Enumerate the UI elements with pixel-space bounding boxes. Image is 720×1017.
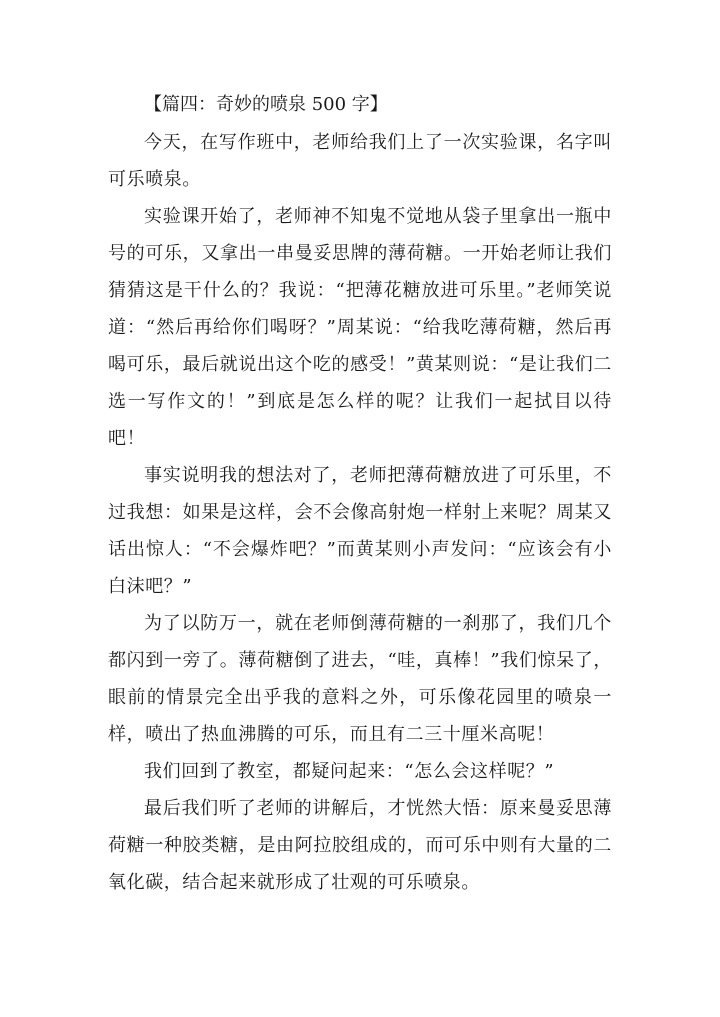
paragraph-1: 今天，在写作班中，老师给我们上了一次实验课，名字叫可乐喷泉。 [108,132,612,190]
paragraph-4: 为了以防万一，就在老师倒薄荷糖的一刹那了，我们几个都闪到一旁了。薄荷糖倒了进去，“哇，真棒！”我们惊呆了，眼前的情景完全出乎我的意料之外，可乐像花园里的喷泉一样，喷出了热血沸腾的可乐，而且有二三十厘米高呢！ [108,613,612,745]
paragraph-3: 事实说明我的想法对了，老师把薄荷糖放进了可乐里，不过我想：如果是这样，会不会像高射炮一样射上来呢？周某又话出惊人：“不会爆炸吧？”而黄某则小声发问：“应该会有小白沫吧？” [108,465,612,597]
paragraph-6: 最后我们听了老师的讲解后，才恍然大悟：原来曼妥思薄荷糖一种胶类糖，是由阿拉胶组成的，而可乐中则有大量的二氧化碳，结合起来就形成了壮观的可乐喷泉。 [108,798,612,893]
paragraph-2: 实验课开始了，老师神不知鬼不觉地从袋子里拿出一瓶中号的可乐，又拿出一串曼妥思牌的薄荷糖。一开始老师让我们猜猜这是干什么的？我说：“把薄花糖放进可乐里。”老师笑说道：“然后再给你们喝呀？”周某说：“给我吃薄荷糖，然后再喝可乐，最后就说出这个吃的感受！”黄某则说：“是让我们二选一写作文的！”到底是怎么样的呢？让我们一起拭目以待吧！ [108,206,612,449]
paragraph-5: 我们回到了教室，都疑问起来：“怎么会这样呢？” [144,761,555,782]
document-page [108,86,612,901]
document-title: 【篇四：奇妙的喷泉 500 字】 [144,94,388,115]
